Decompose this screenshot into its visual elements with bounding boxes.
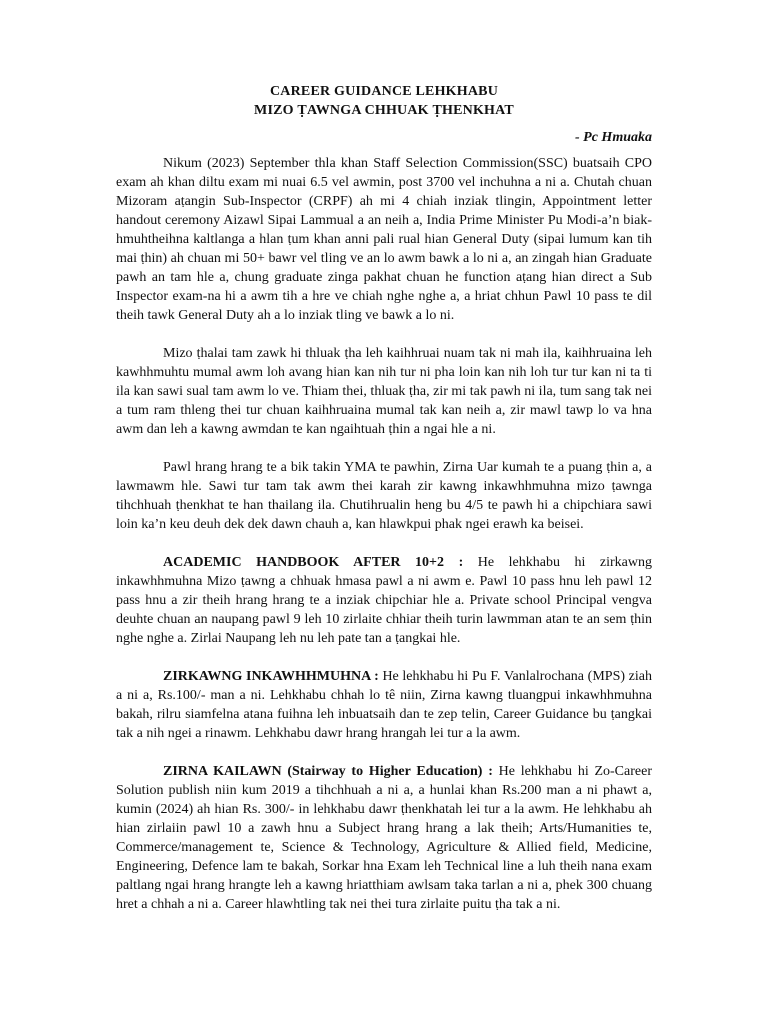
paragraph-text: He lehkhabu hi Zo-Career Solution publish niin kum 2019 a tihchhuah a ni a, a hunlai khan Rs.200 man a ni phawt a, kumin (2024) ah hian Rs. 300/- in lehkhabu dawr ṭhenkhatah lei tur a la awm. He lehkhabu ah hian zirlaiin pawl 10 a zawh hnu a Subject hrang hrang a lak theih; Arts/Humanities te, Commerce/management te, Science & Technology, Agriculture & Allied field, Medicine, Engineering, Defence lam te bakah, Sorkar hna Exam leh Technical line a luh theih nana exam paltlang ngai hrang hrangte leh a kawng hriatthiam awlsam taka tarlan a ni a, phek 300 chuang hret a chhah a ni a. Career hlawhtling tak nei thei tura zirlaite puitu ṭha tak a ni.	[116, 764, 652, 912]
paragraph-text: Nikum (2023) September thla khan Staff Selection Commission(SSC) buatsaih CPO exam ah khan diltu exam mi nuai 6.5 vel awmin, post 3700 vel inchuhna a ni a. Chutah chuan Mizoram aṭangin Sub-Inspector (CRPF) ah mi 4 chiah inziak tlingin, Appointment letter handout ceremony Aizawl Sipai Lammual a an neih a, India Prime Minister Pu Modi-a’n biak-hmuhtheihna kaltlanga a hlan ṭum khan anni pali rual hian General Duty (sipai lumum kan tih mai ṭhin) ah chuan mi 50+ bawr vel tling ve an lo awm bawk a lo ni a, an zingah hian Graduate pawh an tam hle a, chung graduate zinga pakhat chuan he function aṭang hian direct a Sub Inspector exam-na hi a awm tih a hre ve chiah nghe nghe a, a hriat chhun Pawl 10 pass te dil theih tawk General Duty ah a lo inziak tling ve bawk a lo ni.	[116, 156, 652, 323]
paragraph-text: He lehkhabu hi zirkawng inkawhhmuhna Mizo ṭawng a chhuak hmasa pawl a ni awm e. Pawl 10 pass hnu leh pawl 12 pass hnu a zir theih hrang hrang te a inziak chipchiar hle a. Private school Principal vengva deuhte chuan an naupang pawl 9 leh 10 zirlaite chhiar theih turin lawmman atan te an sem ṭhin nghe nghe a. Zirlai Naupang leh nu leh pate tan a ṭangkai hle.	[116, 555, 652, 646]
paragraph-zirna-kailawn	[116, 762, 652, 914]
paragraph-text: He lehkhabu hi Pu F. Vanlalrochana (MPS) ziah a ni a, Rs.100/- man a ni. Lehkhabu chhah lo tê niin, Zirna kawng tluangpui inkawhhmuhna bakah, rilru siamfelna atana fuihna leh inbuatsaih dan te zep telin, Career Guidance bu ṭangkai tak a nih ngei a rinawm. Lehkhabu dawr hrang hrangah lei tur a la awm.	[116, 669, 652, 741]
title-line-2: MIZO ṬAWNGA CHHUAK ṬHENKHAT	[254, 103, 514, 118]
paragraph-academic-handbook	[116, 553, 652, 648]
paragraph-zirkawng	[116, 667, 652, 743]
title-line-1: CAREER GUIDANCE LEHKHABU	[269, 84, 499, 99]
section-heading: ACADEMIC HANDBOOK AFTER 10+2 :	[163, 555, 464, 570]
author-byline: - Pc Hmuaka	[575, 130, 652, 145]
paragraph-text: Pawl hrang hrang te a bik takin YMA te pawhin, Zirna Uar kumah te a puang ṭhin a, a lawmawm hle. Sawi tur tam tak awm thei karah zir kawng inkawhhmuhna mizo ṭawnga tihchhuah ṭhenkhat te han thailang ila. Chutihrualin heng bu 4/5 te pawh hi a chipchiara sawi loin ka’n keu deuh dek dek dawn chauh a, kan hlawkpui phak ngei erawh ka beisei.	[116, 460, 652, 532]
paragraph-intro	[116, 154, 652, 325]
paragraph-text: Mizo ṭhalai tam zawk hi thluak ṭha leh kaihhruai nuam tak ni mah ila, kaihhruaina leh kawhhmuhtu mumal awm loh avang hian kan nih tur ni pha loin kan nih loh tur tur kan ni ta ti ila kan sawi sual tam awm lo ve. Thiam thei, thluak ṭha, zir mi tak pawh ni ila, tum sang tak nei a tum ram thleng thei tur chuan kaihhruaina mumal tak kan neih a, zir mawl tawp lo va hna awm dan leh a kawng awmdan te kan ngaihtuah ṭhin a ngai hle a ni.	[116, 346, 652, 437]
paragraph-organisations	[116, 458, 652, 534]
paragraph-guidance	[116, 344, 652, 439]
document-title	[116, 82, 652, 120]
section-heading: ZIRNA KAILAWN (Stairway to Higher Education) :	[163, 764, 493, 779]
section-heading: ZIRKAWNG INKAWHHMUHNA :	[163, 669, 379, 684]
